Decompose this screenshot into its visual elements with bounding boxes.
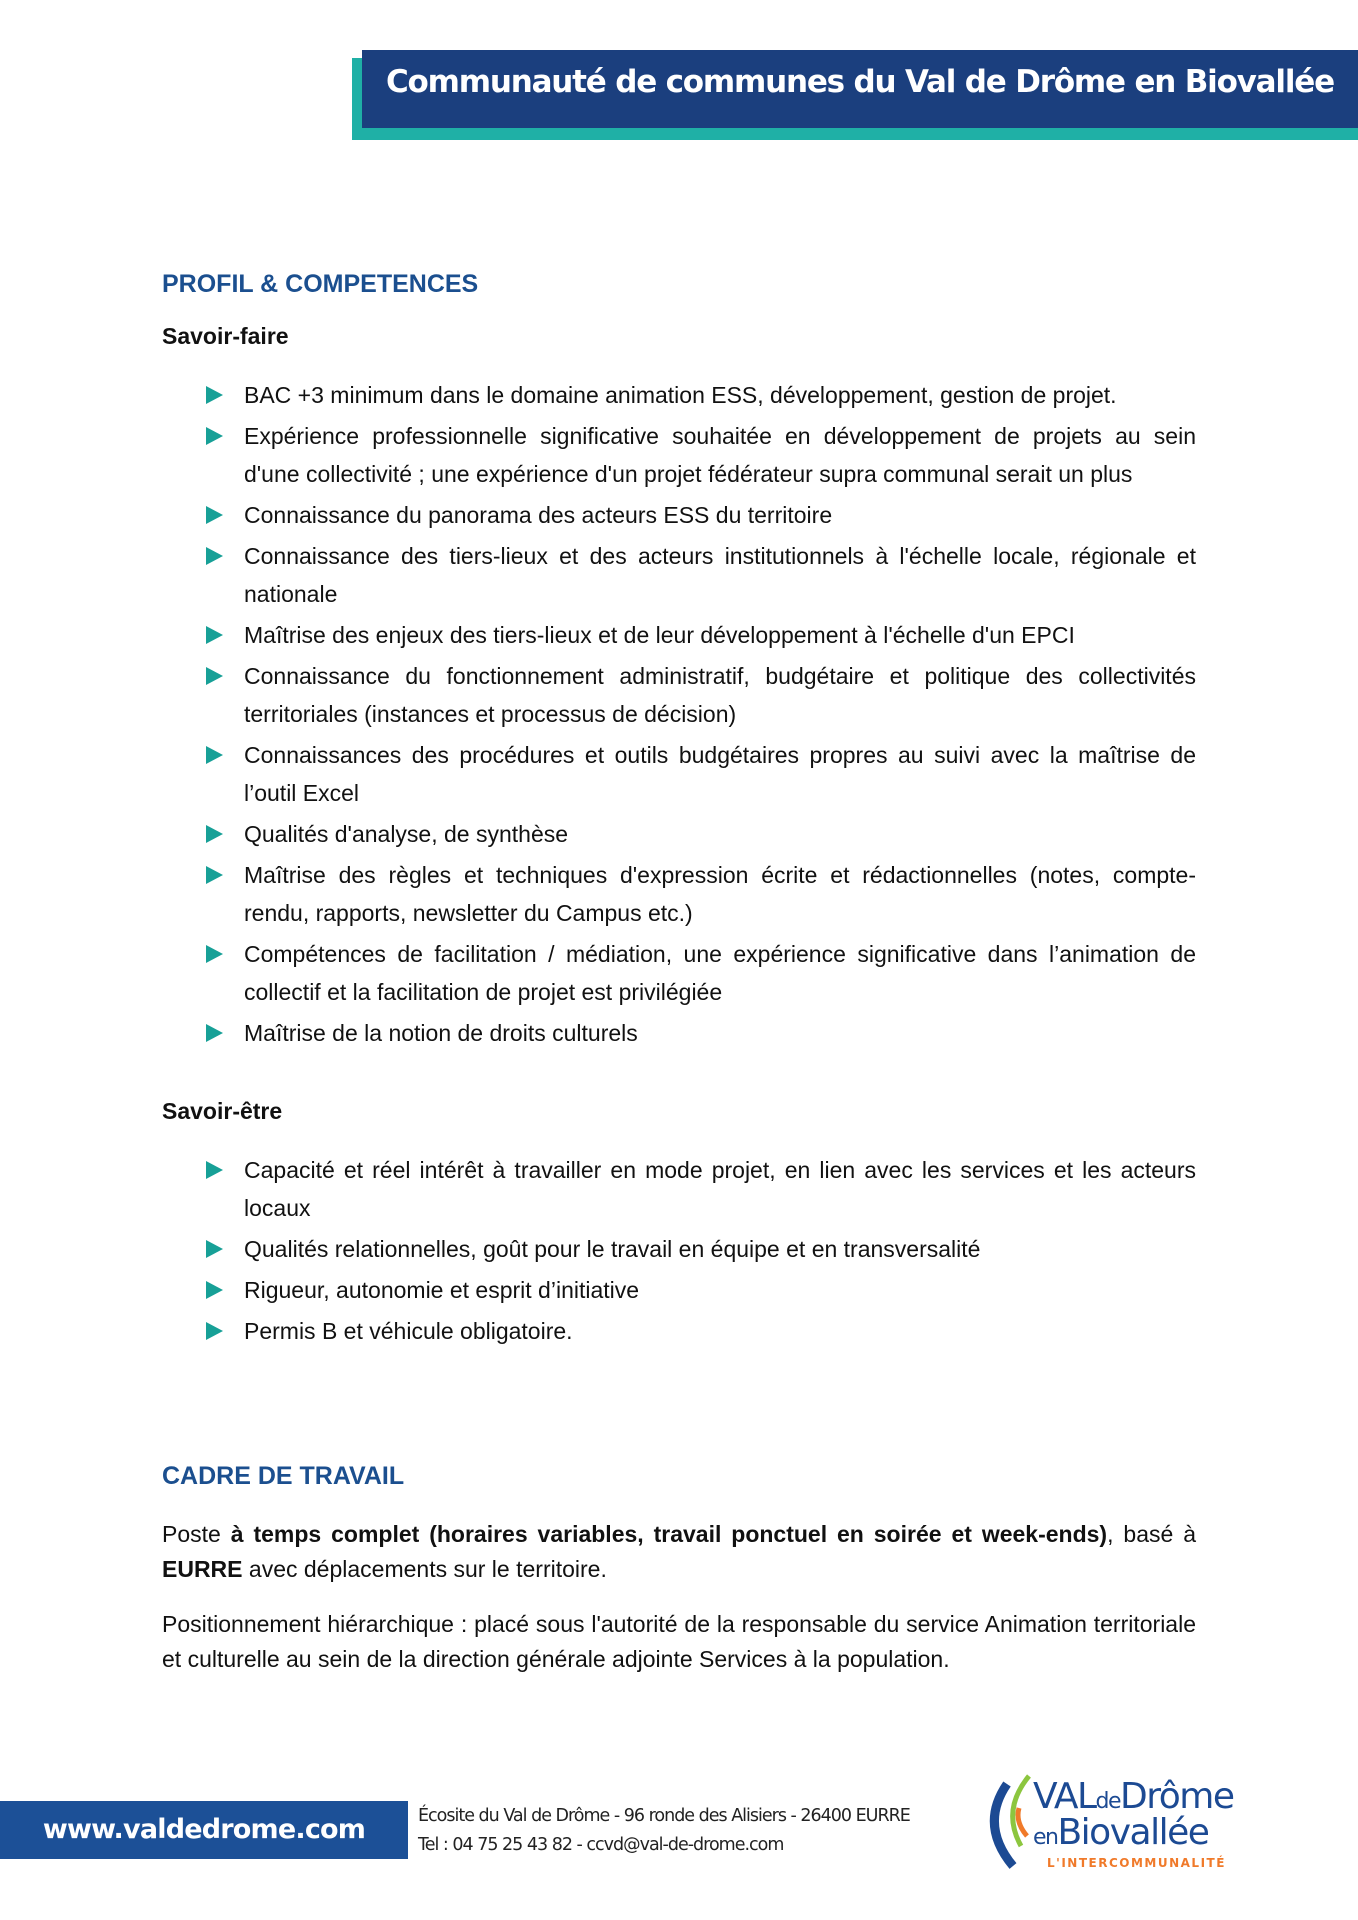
list-item-text: Connaissance du panorama des acteurs ESS du territoire [244, 502, 833, 528]
text: avec déplacements sur le territoire. [242, 1556, 607, 1582]
section-heading-cadre: CADRE DE TRAVAIL [162, 1462, 405, 1490]
list-item-text: Capacité et réel intérêt à travailler en mode projet, en lien avec les services et les acteurs locaux [244, 1157, 1196, 1221]
list-item [206, 657, 1196, 733]
footer-website-link[interactable]: www.valdedrome.com [42, 1814, 366, 1845]
section-heading-profil: PROFIL & COMPETENCES [162, 270, 479, 298]
triangle-right-icon [206, 1281, 223, 1299]
triangle-right-icon [206, 506, 223, 524]
list-item-text: BAC +3 minimum dans le domaine animation ESS, développement, gestion de projet. [244, 382, 1117, 408]
list-item [206, 736, 1196, 812]
logo-word-small: de [1095, 1789, 1121, 1814]
logo-tagline: L'INTERCOMMUNALITÉ [1047, 1856, 1226, 1870]
subheading-savoir-etre: Savoir-être [162, 1098, 283, 1124]
triangle-right-icon [206, 547, 223, 565]
logo-val-de-drome [985, 1770, 1265, 1890]
list-item [206, 1271, 1196, 1309]
list-item-text: Connaissance des tiers-lieux et des acteurs institutionnels à l'échelle locale, régionale et nationale [244, 543, 1196, 607]
footer-phone-email: Tel : 04 75 25 43 82 - ccvd@val-de-drome.com [418, 1835, 784, 1855]
list-item [206, 815, 1196, 853]
list-item-text: Rigueur, autonomie et esprit d’initiative [244, 1277, 640, 1303]
triangle-right-icon [206, 825, 223, 843]
bold-text-location: EURRE [162, 1556, 243, 1582]
list-item [206, 376, 1196, 414]
footer-address: Écosite du Val de Drôme - 96 ronde des Alisiers - 26400 EURRE [418, 1806, 910, 1826]
text: Poste [162, 1521, 231, 1547]
savoir-faire-list [162, 376, 1196, 1052]
list-item [206, 935, 1196, 1011]
list-item-text: Maîtrise des enjeux des tiers-lieux et de leur développement à l'échelle d'un EPCI [244, 622, 1075, 648]
header-title: Communauté de communes du Val de Drôme en Biovallée [386, 64, 1334, 100]
bold-text: à temps complet (horaires variables, travail ponctuel en soirée et week-ends) [230, 1521, 1108, 1547]
list-item [206, 1312, 1196, 1350]
triangle-right-icon [206, 626, 223, 644]
triangle-right-icon [206, 427, 223, 445]
list-item-text: Expérience professionnelle significative souhaitée en développement de projets au sein d'une collectivité ; une expérience d'un projet fédérateur supra communal serait un plus [244, 423, 1196, 487]
list-item [206, 1230, 1196, 1268]
list-item-text: Qualités d'analyse, de synthèse [244, 821, 569, 847]
cadre-paragraph-poste [162, 1517, 1196, 1587]
triangle-right-icon [206, 945, 223, 963]
document-body [162, 270, 1196, 1677]
list-item-text: Qualités relationnelles, goût pour le travail en équipe et en transversalité [244, 1236, 981, 1262]
list-item [206, 537, 1196, 613]
list-item [206, 417, 1196, 493]
logo-word: Biovallée [1057, 1812, 1209, 1853]
savoir-etre-list [162, 1151, 1196, 1350]
triangle-right-icon [206, 1322, 223, 1340]
list-item-text: Permis B et véhicule obligatoire. [244, 1318, 573, 1344]
cadre-paragraph-hierarchie: Positionnement hiérarchique : placé sous l'autorité de la responsable du service Animation territoriale et culturelle au sein de la direction générale adjointe Services à la population. [162, 1611, 1196, 1672]
list-item-text: Maîtrise des règles et techniques d'expression écrite et rédactionnelles (notes, compte-rendu, rapports, newsletter du Campus etc.) [244, 862, 1196, 926]
list-item [206, 1014, 1196, 1052]
list-item [206, 496, 1196, 534]
footer-contact [418, 1802, 910, 1860]
list-item-text: Connaissance du fonctionnement administratif, budgétaire et politique des collectivités territoriales (instances et processus de décision) [244, 663, 1196, 727]
subheading-savoir-faire: Savoir-faire [162, 323, 289, 349]
triangle-right-icon [206, 1024, 223, 1042]
logo-word: Drôme [1120, 1776, 1234, 1817]
text: , basé à [1107, 1521, 1196, 1547]
list-item [206, 616, 1196, 654]
triangle-right-icon [206, 746, 223, 764]
list-item-text: Compétences de facilitation / médiation, une expérience significative dans l’animation de collectif et la facilitation de projet est privilégiée [244, 941, 1196, 1005]
triangle-right-icon [206, 1161, 223, 1179]
logo-word-small: en [1033, 1825, 1058, 1850]
triangle-right-icon [206, 386, 223, 404]
triangle-right-icon [206, 1240, 223, 1258]
triangle-right-icon [206, 866, 223, 884]
logo-word: VAL [1033, 1776, 1096, 1817]
list-item-text: Connaissances des procédures et outils budgétaires propres au suivi avec la maîtrise de l’outil Excel [244, 742, 1196, 806]
list-item [206, 1151, 1196, 1227]
list-item [206, 856, 1196, 932]
list-item-text: Maîtrise de la notion de droits culturels [244, 1020, 638, 1046]
logo-text-line2 [1033, 1814, 1208, 1857]
triangle-right-icon [206, 667, 223, 685]
